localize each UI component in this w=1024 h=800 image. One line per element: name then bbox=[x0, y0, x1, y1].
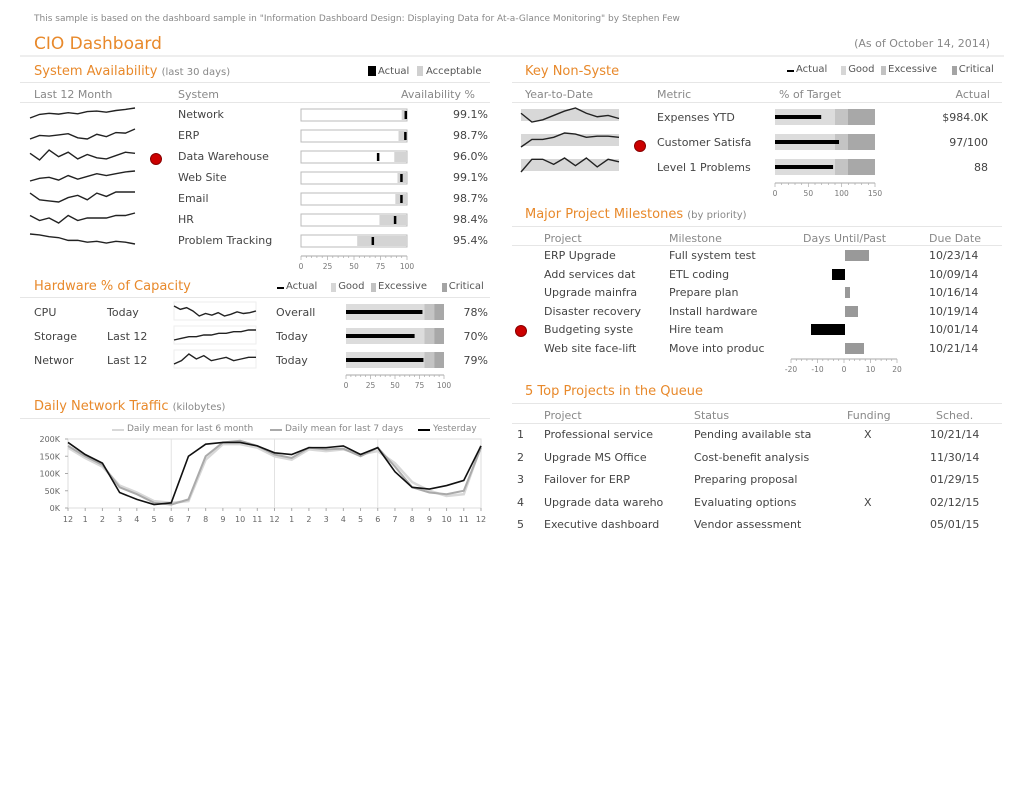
kpi-metric: Expenses YTD bbox=[657, 111, 735, 124]
milestone-project: Web site face-lift bbox=[544, 341, 637, 355]
x-tick-label: 8 bbox=[409, 515, 415, 524]
availability-bullet bbox=[301, 109, 407, 121]
availability-sparkline bbox=[30, 190, 135, 204]
x-tick-label: 4 bbox=[340, 515, 346, 524]
capacity-value: 79% bbox=[463, 354, 488, 367]
project-rank: 5 bbox=[517, 518, 524, 531]
availability-value: 99.1% bbox=[453, 171, 488, 184]
kpi-actual: 88 bbox=[974, 161, 988, 174]
kpi-axis-tick-label: 100 bbox=[834, 189, 849, 198]
tp-col-project: Project bbox=[544, 409, 582, 422]
kpi-actual: 97/100 bbox=[949, 136, 988, 149]
hardware-legend-actual-swatch bbox=[277, 287, 284, 289]
actual-marker bbox=[372, 237, 375, 245]
milestone-due: 10/19/14 bbox=[929, 304, 979, 318]
project-sched: 01/29/15 bbox=[930, 473, 980, 486]
excessive-range bbox=[835, 159, 848, 175]
x-tick-label: 4 bbox=[134, 515, 140, 524]
ms-col-days: Days Until/Past bbox=[803, 232, 887, 245]
hardware-legend-excessive-label: Excessive bbox=[378, 281, 427, 292]
project-funding: X bbox=[864, 428, 872, 441]
project-rank: 2 bbox=[517, 450, 524, 464]
kpi-legend-critical-swatch bbox=[952, 66, 957, 75]
availability-trend-line bbox=[30, 108, 135, 118]
bullet-frame bbox=[301, 172, 407, 184]
x-tick-label: 10 bbox=[441, 515, 452, 524]
critical-range bbox=[848, 134, 875, 150]
days-bar bbox=[845, 287, 850, 298]
col-header-availability: Availability % bbox=[401, 88, 475, 101]
kpi-metric: Customer Satisfa bbox=[657, 136, 752, 149]
kpi-bullet bbox=[775, 109, 875, 125]
kpi-legend-actual-label: Actual bbox=[796, 64, 828, 75]
kpi-col-rule bbox=[512, 102, 1002, 103]
capacity-value: 70% bbox=[463, 330, 488, 343]
availability-axis-tick-label: 100 bbox=[399, 262, 415, 271]
x-tick-label: 2 bbox=[306, 515, 312, 524]
actual-marker bbox=[394, 216, 397, 224]
hardware-scope: Overall bbox=[276, 306, 316, 319]
milestone-name: Hire team bbox=[669, 323, 724, 336]
hardware-period: Last 12 bbox=[107, 330, 148, 343]
hardware-legend-excessive-swatch bbox=[371, 283, 376, 292]
milestone-name: Move into produc bbox=[669, 341, 765, 355]
kpi-legend-excessive-swatch bbox=[881, 66, 886, 75]
availability-trend-line bbox=[30, 129, 135, 139]
excessive-range bbox=[424, 328, 434, 344]
kpi-axis-tick-label: 50 bbox=[803, 189, 814, 198]
critical-range bbox=[434, 304, 444, 320]
kpi-col-target: % of Target bbox=[779, 88, 842, 101]
milestone-axis-tick-label: -20 bbox=[784, 365, 798, 374]
hardware-legend-actual-label: Actual bbox=[286, 281, 318, 292]
bullet-frame bbox=[301, 151, 407, 163]
tp-col-status: Status bbox=[694, 409, 730, 422]
kpi-col-trend: Year-to-Date bbox=[525, 88, 594, 101]
tp-col-funding: Funding bbox=[847, 409, 891, 422]
milestone-axis bbox=[784, 359, 902, 379]
milestone-due: 10/23/14 bbox=[929, 249, 979, 262]
actual-bar bbox=[346, 310, 422, 314]
as-of-date: (As of October 14, 2014) bbox=[854, 37, 990, 50]
project-rank: 1 bbox=[517, 428, 524, 441]
days-bar bbox=[832, 269, 845, 280]
network-rule bbox=[20, 418, 490, 419]
x-tick-label: 12 bbox=[269, 515, 280, 524]
page-title: CIO Dashboard bbox=[34, 34, 162, 54]
ms-col-rule bbox=[512, 245, 1002, 246]
hardware-legend-good-swatch bbox=[331, 283, 336, 292]
availability-value: 98.7% bbox=[453, 129, 488, 142]
x-tick-label: 1 bbox=[82, 515, 88, 524]
availability-bullet bbox=[301, 172, 407, 184]
days-bar bbox=[845, 306, 858, 317]
project-sched: 11/30/14 bbox=[930, 450, 980, 464]
y-tick-label: 50K bbox=[44, 486, 60, 496]
availability-bullet bbox=[301, 151, 407, 163]
milestone-axis-tick-label: 10 bbox=[865, 365, 876, 374]
availability-bullet bbox=[301, 193, 407, 205]
availability-value: 98.4% bbox=[453, 213, 488, 226]
hardware-axis-tick-label: 100 bbox=[436, 381, 452, 390]
kpi-legend-good-label: Good bbox=[848, 64, 875, 75]
project-rank: 3 bbox=[517, 473, 524, 486]
x-tick-label: 6 bbox=[375, 515, 381, 524]
project-name: Professional service bbox=[544, 428, 654, 441]
excessive-range bbox=[424, 352, 434, 368]
kpi-title: Key Non-Syste bbox=[525, 64, 620, 79]
milestone-name: Prepare plan bbox=[669, 286, 739, 299]
bullet-frame bbox=[301, 193, 407, 205]
project-status: Pending available sta bbox=[694, 428, 812, 441]
actual-bar bbox=[346, 334, 415, 338]
system-availability-title: System Availability (last 30 days) bbox=[34, 64, 231, 79]
system-name: ERP bbox=[178, 129, 200, 142]
kpi-col-metric: Metric bbox=[657, 88, 692, 101]
availability-sparkline bbox=[30, 169, 135, 183]
sparkline-frame bbox=[174, 302, 256, 320]
x-tick-label: 5 bbox=[357, 515, 364, 524]
kpi-sparkline bbox=[521, 105, 619, 125]
availability-trend-line bbox=[30, 213, 135, 223]
project-name: Failover for ERP bbox=[544, 473, 631, 486]
milestone-project: Upgrade mainfra bbox=[544, 286, 638, 299]
hardware-name: Storage bbox=[34, 330, 78, 343]
kpi-legend-actual-swatch bbox=[787, 70, 794, 72]
milestone-project: ERP Upgrade bbox=[544, 249, 616, 262]
x-tick-label: 9 bbox=[426, 515, 432, 524]
top-projects-title: 5 Top Projects in the Queue bbox=[525, 384, 704, 399]
alert-indicator bbox=[634, 140, 646, 152]
hardware-scope: Today bbox=[276, 354, 308, 367]
x-tick-label: 11 bbox=[458, 515, 469, 524]
tp-col-sched: Sched. bbox=[936, 409, 974, 422]
kpi-sparkline bbox=[521, 155, 619, 175]
availability-axis-tick-label: 25 bbox=[322, 262, 333, 271]
hardware-trend-line bbox=[174, 330, 256, 340]
acceptable-range bbox=[394, 152, 407, 162]
actual-bar bbox=[775, 115, 821, 119]
availability-bullet bbox=[301, 214, 407, 226]
kpi-col-actual: Actual bbox=[955, 88, 990, 101]
actual-marker bbox=[404, 132, 407, 140]
project-status: Evaluating options bbox=[694, 495, 797, 509]
x-tick-label: 11 bbox=[252, 515, 263, 524]
days-bar bbox=[811, 324, 845, 335]
milestone-project: Budgeting syste bbox=[544, 323, 634, 336]
hardware-scope: Today bbox=[276, 330, 308, 343]
hardware-axis bbox=[343, 375, 452, 395]
availability-trend-line bbox=[30, 234, 135, 244]
availability-value: 95.4% bbox=[453, 234, 488, 247]
milestone-due: 10/16/14 bbox=[929, 286, 979, 299]
x-tick-label: 7 bbox=[392, 515, 398, 524]
sparkline-frame bbox=[174, 326, 256, 344]
kpi-axis-tick-label: 0 bbox=[772, 189, 778, 198]
availability-axis-tick-label: 50 bbox=[349, 262, 359, 271]
availability-sparkline bbox=[30, 106, 135, 120]
critical-range bbox=[434, 328, 444, 344]
x-tick-label: 5 bbox=[151, 515, 157, 524]
x-tick-label: 1 bbox=[289, 515, 295, 524]
actual-bar bbox=[775, 165, 833, 169]
alert-indicator bbox=[150, 153, 162, 165]
hardware-name: Networ bbox=[34, 354, 74, 367]
milestone-due: 10/09/14 bbox=[929, 267, 979, 281]
kpi-bullet bbox=[775, 134, 875, 150]
milestones-title: Major Project Milestones (by priority) bbox=[525, 207, 747, 222]
kpi-actual: $984.0K bbox=[942, 111, 988, 124]
kpi-sparkline bbox=[521, 130, 619, 150]
project-status: Preparing proposal bbox=[694, 473, 798, 486]
hardware-sparkline bbox=[174, 350, 256, 368]
project-name: Upgrade data wareho bbox=[544, 495, 664, 509]
availability-bullet bbox=[301, 130, 407, 142]
milestone-due: 10/21/14 bbox=[929, 341, 979, 355]
x-tick-label: 2 bbox=[99, 515, 105, 524]
hardware-legend-critical-swatch bbox=[442, 283, 447, 292]
project-sched: 05/01/15 bbox=[930, 518, 980, 531]
actual-marker bbox=[400, 195, 403, 203]
availability-sparkline bbox=[30, 127, 135, 141]
target-band bbox=[521, 159, 619, 171]
hardware-axis-tick-label: 25 bbox=[365, 381, 376, 390]
availability-value: 99.1% bbox=[453, 108, 488, 121]
acceptable-range bbox=[357, 236, 407, 246]
project-rank: 4 bbox=[517, 495, 524, 509]
capacity-bullet bbox=[346, 328, 444, 344]
alert-indicator bbox=[515, 325, 527, 337]
hardware-period: Today bbox=[107, 306, 139, 319]
milestone-name: ETL coding bbox=[669, 267, 730, 281]
days-bar bbox=[845, 250, 869, 261]
project-name: Executive dashboard bbox=[544, 518, 660, 531]
availability-axis-tick-label: 0 bbox=[298, 262, 304, 271]
hardware-legend-critical-label: Critical bbox=[448, 281, 484, 292]
system-name: Data Warehouse bbox=[178, 150, 269, 163]
target-band bbox=[521, 109, 619, 121]
legend-actual-label: Actual bbox=[378, 66, 410, 77]
milestone-project: Add services dat bbox=[544, 267, 636, 281]
y-tick-label: 100K bbox=[39, 469, 60, 479]
actual-bar bbox=[775, 140, 839, 144]
project-funding: X bbox=[864, 495, 872, 509]
legend-6month-label: Daily mean for last 6 month bbox=[127, 424, 254, 434]
kpi-axis-tick-label: 150 bbox=[867, 189, 883, 198]
section-rule bbox=[20, 82, 490, 83]
actual-marker bbox=[405, 111, 408, 119]
critical-range bbox=[848, 109, 875, 125]
project-name: Upgrade MS Office bbox=[544, 450, 647, 464]
critical-range bbox=[848, 159, 875, 175]
x-tick-label: 6 bbox=[168, 515, 174, 524]
system-name: HR bbox=[178, 213, 194, 226]
top-projects-rule bbox=[512, 403, 1002, 404]
hardware-name: CPU bbox=[34, 306, 57, 319]
availability-trend-line bbox=[30, 171, 135, 181]
header-rule bbox=[20, 55, 1004, 57]
kpi-axis bbox=[772, 183, 885, 203]
network-traffic-title: Daily Network Traffic (kilobytes) bbox=[34, 399, 226, 414]
hardware-period: Last 12 bbox=[107, 354, 148, 367]
critical-range bbox=[434, 352, 444, 368]
milestone-project: Disaster recovery bbox=[544, 304, 641, 318]
system-name: Email bbox=[178, 192, 209, 205]
legend-acceptable-label: Acceptable bbox=[426, 66, 482, 77]
availability-sparkline bbox=[30, 148, 135, 162]
x-tick-label: 8 bbox=[203, 515, 209, 524]
hardware-sparkline bbox=[174, 302, 256, 320]
x-tick-label: 9 bbox=[220, 515, 226, 524]
system-name: Problem Tracking bbox=[178, 234, 273, 247]
hardware-axis-tick-label: 0 bbox=[343, 381, 349, 390]
legend-yesterday-label: Yesterday bbox=[433, 424, 477, 434]
availability-trend-line bbox=[30, 150, 135, 160]
ms-col-milestone: Milestone bbox=[669, 232, 722, 245]
source-note: This sample is based on the dashboard sample in "Information Dashboard Design: Displaying Data for At-a-Glance Monitoring" by Stephen Few bbox=[34, 14, 680, 24]
project-status: Vendor assessment bbox=[694, 518, 802, 531]
tp-col-rule bbox=[512, 423, 1002, 424]
milestone-name: Full system test bbox=[669, 249, 756, 262]
availability-value: 98.7% bbox=[453, 192, 488, 205]
network-traffic-chart bbox=[0, 430, 500, 530]
hardware-rule bbox=[20, 297, 490, 298]
kpi-rule bbox=[512, 82, 1002, 83]
x-tick-label: 3 bbox=[323, 515, 329, 524]
capacity-bullet bbox=[346, 352, 444, 368]
milestone-due: 10/01/14 bbox=[929, 323, 979, 336]
days-bar bbox=[845, 343, 864, 354]
excessive-range bbox=[424, 304, 434, 320]
bullet-frame bbox=[301, 130, 407, 142]
x-tick-label: 3 bbox=[117, 515, 123, 524]
excessive-range bbox=[835, 109, 848, 125]
capacity-value: 78% bbox=[463, 306, 488, 319]
x-tick-label: 12 bbox=[62, 515, 74, 524]
legend-actual-swatch bbox=[368, 66, 376, 76]
hardware-legend-good-label: Good bbox=[338, 281, 365, 292]
kpi-metric: Level 1 Problems bbox=[657, 161, 751, 174]
milestone-axis-tick-label: -10 bbox=[811, 365, 824, 374]
hardware-axis-tick-label: 50 bbox=[390, 381, 400, 390]
hardware-title: Hardware % of Capacity bbox=[34, 279, 191, 294]
actual-bar bbox=[346, 358, 423, 362]
bullet-frame bbox=[301, 109, 407, 121]
capacity-bullet bbox=[346, 304, 444, 320]
kpi-legend-good-swatch bbox=[841, 66, 846, 75]
availability-axis bbox=[298, 256, 415, 276]
kpi-legend-excessive-label: Excessive bbox=[888, 64, 937, 75]
col-header-trend: Last 12 Month bbox=[34, 88, 113, 101]
hardware-sparkline bbox=[174, 326, 256, 344]
system-name: Network bbox=[178, 108, 224, 121]
availability-sparkline bbox=[30, 232, 135, 246]
project-sched: 10/21/14 bbox=[930, 428, 980, 441]
x-tick-label: 12 bbox=[475, 515, 487, 524]
availability-value: 96.0% bbox=[453, 150, 488, 163]
col-header-rule bbox=[20, 102, 490, 103]
legend-acceptable-swatch bbox=[417, 66, 423, 76]
legend-7day-label: Daily mean for last 7 days bbox=[285, 424, 404, 434]
x-tick-label: 10 bbox=[234, 515, 246, 524]
kpi-bullet bbox=[775, 159, 875, 175]
system-name: Web Site bbox=[178, 171, 227, 184]
availability-bullet bbox=[301, 235, 407, 247]
availability-axis-tick-label: 75 bbox=[375, 262, 386, 271]
milestone-axis-tick-label: 0 bbox=[841, 365, 847, 374]
x-tick-label: 7 bbox=[185, 515, 192, 524]
hardware-trend-line bbox=[174, 306, 256, 316]
ms-col-due: Due Date bbox=[929, 232, 981, 245]
y-tick-label: 150K bbox=[39, 452, 60, 462]
actual-marker bbox=[377, 153, 380, 161]
project-status: Cost-benefit analysis bbox=[694, 450, 810, 464]
hardware-trend-line bbox=[174, 354, 256, 364]
col-header-system: System bbox=[178, 88, 220, 101]
kpi-legend-critical-label: Critical bbox=[958, 64, 994, 75]
availability-sparkline bbox=[30, 211, 135, 225]
milestones-rule bbox=[512, 226, 1002, 227]
milestone-name: Install hardware bbox=[669, 304, 758, 318]
milestone-axis-tick-label: 20 bbox=[892, 365, 902, 374]
project-sched: 02/12/15 bbox=[930, 495, 980, 509]
ms-col-project: Project bbox=[544, 232, 582, 245]
hardware-axis-tick-label: 75 bbox=[414, 381, 425, 390]
availability-trend-line bbox=[30, 192, 135, 202]
acceptable-range bbox=[379, 215, 407, 225]
actual-marker bbox=[400, 174, 403, 182]
y-tick-label: 0K bbox=[49, 504, 60, 513]
y-tick-label: 200K bbox=[39, 435, 60, 444]
